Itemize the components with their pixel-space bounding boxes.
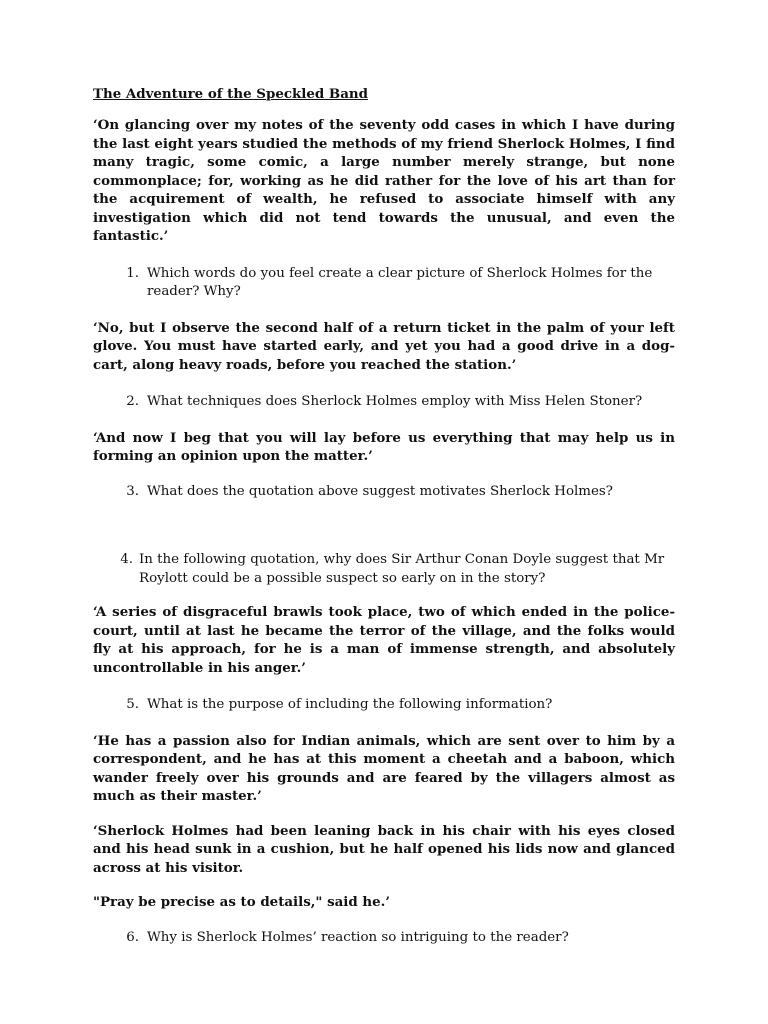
question-4: [93, 551, 675, 588]
quote-opening: ‘On glancing over my notes of the seventy odd cases in which I have during the last eight years studied the methods of my friend Sherlock Holmes, I find many tragic, some comic, a large number merely strange, but none commonplace; for, working as he did rather for the love of his art than for the acquirement of wealth, he refused to associate himself with any investigation which did not tend towards the unusual, and even the fantastic.’: [93, 117, 675, 244]
question-4-number: 4.: [120, 552, 133, 567]
document-page: [93, 84, 675, 947]
question-6-number: 6.: [126, 929, 139, 945]
quote-lay-before-us: ‘And now I beg that you will lay before us everything that may help us in forming an opinion upon the matter.’: [93, 429, 675, 464]
question-5-number: 5.: [126, 697, 139, 712]
document-title: The Adventure of the Speckled Band: [93, 86, 368, 102]
quote-return-ticket: ‘No, but I observe the second half of a return ticket in the palm of your left glove. You must have started early, and yet you had a good drive in a dog-cart, along heavy roads, before you reached the station.’: [93, 319, 675, 373]
question-5: [93, 696, 675, 715]
question-2: [93, 393, 675, 412]
question-5-text: What is the purpose of including the following information?: [147, 697, 553, 712]
question-4-text: In the following quotation, why does Sir Arthur Conan Doyle suggest that Mr Roylott could be a possible suspect so early on in the story?: [139, 552, 665, 586]
question-2-text: What techniques does Sherlock Holmes employ with Miss Helen Stoner?: [147, 394, 643, 409]
question-2-number: 2.: [126, 394, 139, 409]
quote-indian-animals: ‘He has a passion also for Indian animals, which are sent over to him by a correspondent, and he has at this moment a cheetah and a baboon, which wander freely over his grounds and are feared by the villagers almost as much as their master.’: [93, 732, 675, 804]
question-3-text: What does the quotation above suggest motivates Sherlock Holmes?: [147, 483, 613, 499]
quote-precise-details: "Pray be precise as to details," said he.’: [93, 894, 390, 910]
question-1: [93, 265, 675, 302]
question-1-number: 1.: [126, 265, 139, 281]
question-3: [93, 483, 675, 502]
question-3-number: 3.: [126, 483, 139, 499]
question-6: [93, 929, 675, 948]
quote-leaning-back: ‘Sherlock Holmes had been leaning back in his chair with his eyes closed and his head sunk in a cushion, but he half opened his lids now and glanced across at his visitor.: [93, 822, 675, 876]
question-1-text: Which words do you feel create a clear picture of Sherlock Holmes for the reader? Why?: [147, 265, 653, 299]
quote-brawls: ‘A series of disgraceful brawls took place, two of which ended in the police-court, until at last he became the terror of the village, and the folks would fly at his approach, for he is a man of immense strength, and absolutely uncontrollable in his anger.’: [93, 604, 675, 676]
question-6-text: Why is Sherlock Holmes’ reaction so intriguing to the reader?: [147, 929, 569, 945]
